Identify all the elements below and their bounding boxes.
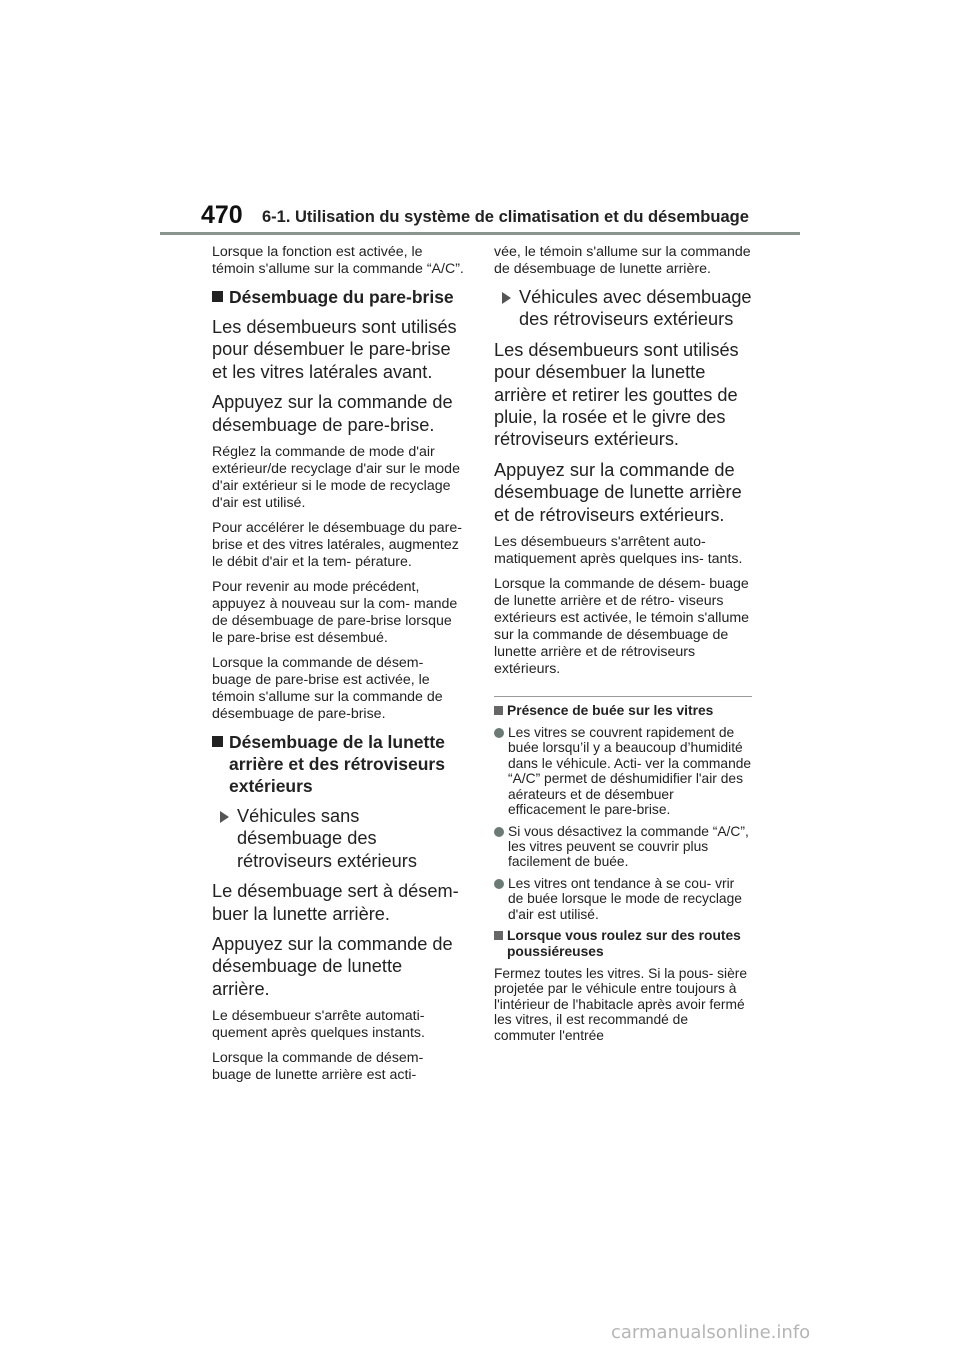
left-column [212, 244, 464, 1092]
note-heading [494, 928, 752, 960]
watermark: carmanualsonline.info [611, 1322, 811, 1343]
paragraph: Appuyez sur la commande de désembuage de lunette arrière et de rétroviseurs extérieurs. [494, 459, 742, 525]
subheading [494, 286, 752, 331]
paragraph: Lorsque la commande de désem- buage de pare-brise est activée, le témoin s'allume sur la commande de désembuage de pare-brise. [212, 655, 443, 723]
subheading-text: Véhicules avec désembuage des rétroviseurs extérieurs [519, 287, 752, 330]
circle-bullet-icon [494, 827, 504, 837]
list-item-text: Les vitres se couvrent rapidement de buée lorsqu’il y a beaucoup d’humidité dans le véhicule. Acti- ver la commande “A/C” permet de déshumidifier l'air des aérateurs et de désembuer efficacement le pare-brise. [508, 725, 752, 818]
list-item-text: Les vitres ont tendance à se cou- vrir de buée lorsque le mode de recyclage d'air est utilisé. [508, 875, 742, 922]
paragraph: Les désembueurs sont utilisés pour désembuer la lunette arrière et retirer les gouttes de pluie, la rosée et le givre des rétroviseurs extérieurs. [494, 339, 739, 450]
note-heading-text: Présence de buée sur les vitres [507, 703, 714, 719]
right-column [494, 244, 752, 1043]
circle-bullet-icon [494, 728, 504, 738]
note-paragraph: Fermez toutes les vitres. Si la pous- sière projetée par le véhicule entre toujours à l'intérieur de l'habitacle après avoir fermé les vitres, il est recommandé de commuter l'entrée [494, 965, 748, 1043]
paragraph: Lorsque la fonction est activée, le témoin s'allume sur la commande “A/C”. [212, 244, 464, 277]
paragraph: vée, le témoin s'allume sur la commande de désembuage de lunette arrière. [494, 244, 751, 277]
paragraph: Appuyez sur la commande de désembuage de pare-brise. [212, 392, 453, 435]
circle-bullet-icon [494, 879, 504, 889]
square-bullet-icon [494, 706, 503, 715]
paragraph: Le désembueur s'arrête automati- quement après quelques instants. [212, 1008, 425, 1042]
note-heading [494, 703, 752, 719]
paragraph: Les désembueurs sont utilisés pour désembuer le pare-brise et les vitres latérales avant. [212, 317, 457, 382]
section-heading [212, 286, 464, 308]
note-heading-text: Lorsque vous roulez sur des routes poussiéreuses [507, 927, 741, 959]
list-item [494, 876, 752, 922]
square-bullet-icon [212, 736, 223, 747]
section-title: 6-1. Utilisation du système de climatisation et du désembuage [262, 208, 749, 226]
triangle-arrow-icon [220, 811, 229, 823]
paragraph: Pour revenir au mode précédent, appuyez à nouveau sur la com- mande de désembuage de pare-brise lorsque le pare-brise est désembué. [212, 579, 458, 647]
paragraph: Réglez la commande de mode d'air extérieur/de recyclage d'air sur le mode d'air extérieur si le mode de recyclage d'air est utilisé. [212, 444, 460, 512]
list-item [494, 824, 752, 870]
heading-text: Désembuage du pare-brise [229, 287, 454, 307]
note-divider [494, 696, 752, 697]
triangle-arrow-icon [502, 292, 511, 304]
paragraph: Appuyez sur la commande de désembuage de lunette arrière. [212, 934, 453, 999]
section-heading [212, 731, 464, 797]
subheading-text: Véhicules sans désembuage des rétroviseurs extérieurs [237, 806, 417, 871]
heading-text: Désembuage de la lunette arrière et des rétroviseurs extérieurs [229, 732, 445, 797]
paragraph: Lorsque la commande de désem- buage de lunette arrière et de rétro- viseurs extérieurs est activée, le témoin s'allume sur la commande de désembuage de lunette arrière et de rétroviseurs extérieurs. [494, 576, 750, 678]
paragraph: Le désembuage sert à désem- buer la lunette arrière. [212, 881, 459, 924]
square-bullet-icon [494, 931, 503, 940]
page-number: 470 [201, 201, 243, 229]
list-item-text: Si vous désactivez la commande “A/C”, les vitres peuvent se couvrir plus facilement de buée. [508, 823, 749, 870]
list-item [494, 725, 752, 817]
paragraph: Lorsque la commande de désem- buage de lunette arrière est acti- [212, 1050, 424, 1084]
square-bullet-icon [212, 291, 223, 302]
paragraph: Pour accélérer le désembuage du pare-brise et des vitres latérales, augmentez le débit d'air et la tem- pérature. [212, 520, 463, 571]
header-divider [160, 232, 800, 235]
paragraph: Les désembueurs s'arrêtent auto- matiquement après quelques ins- tants. [494, 534, 743, 568]
subheading [212, 805, 464, 872]
